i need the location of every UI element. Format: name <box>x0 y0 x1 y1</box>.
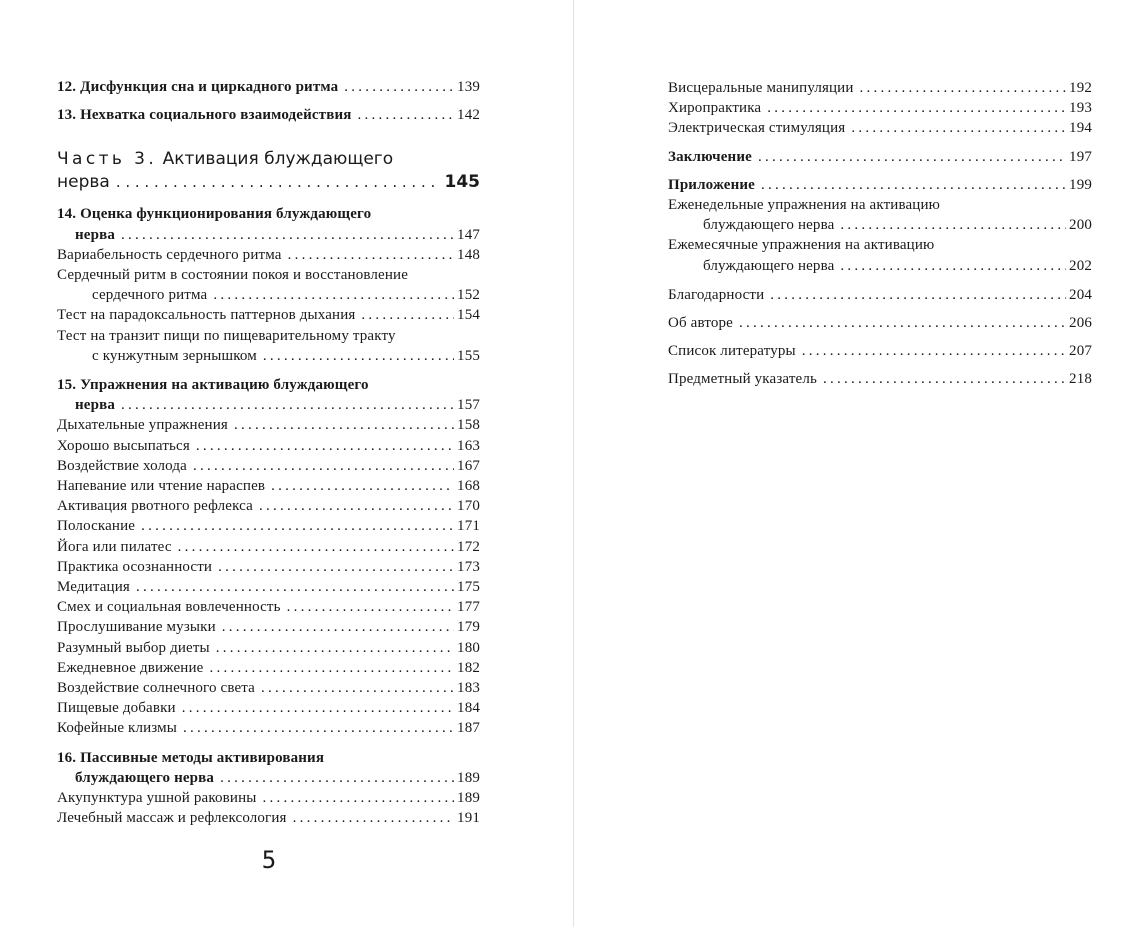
toc-entry[interactable] <box>57 617 480 637</box>
entry-title: Разумный выбор диеты <box>57 639 210 656</box>
entry-page-number: 184 <box>457 700 480 717</box>
entry-title: Практика осознанности <box>57 558 213 575</box>
entry-page-number: 199 <box>1069 176 1092 193</box>
dot-leader <box>182 698 454 718</box>
entry-page-number: 206 <box>1069 315 1092 332</box>
toc-entry[interactable] <box>668 78 1092 98</box>
toc-entry[interactable] <box>57 537 480 557</box>
entry-page-number: 192 <box>1069 80 1092 96</box>
entry-page-number: 200 <box>1069 217 1092 234</box>
toc-entry[interactable] <box>57 245 480 265</box>
entry-title-line2: сердечного ритма <box>92 287 208 304</box>
toc-entry[interactable] <box>57 456 480 476</box>
dot-leader <box>739 313 1066 333</box>
entry-title: Смех и социальная вовлеченность <box>57 599 281 616</box>
entry-title-line1: 15. Упражнения на активацию блуждающего <box>57 377 369 394</box>
entry-page-number: 154 <box>457 307 480 324</box>
entry-title: Активация рвотного рефлекса <box>57 498 253 515</box>
entry-title-line2: блуждающего нерва <box>703 257 835 274</box>
dot-leader <box>234 415 454 435</box>
entry-title: 13. Нехватка социального взаимодействия <box>57 107 352 124</box>
page-folio: 5 <box>261 846 277 874</box>
toc-right <box>668 78 1092 390</box>
entry-page-number: 152 <box>457 287 480 304</box>
entry-page-number: 179 <box>457 619 480 636</box>
entry-page-number: 189 <box>457 769 480 786</box>
toc-entry[interactable] <box>668 98 1092 118</box>
entry-title: Йога или пилатес <box>57 538 172 555</box>
entry-title: Вариабельность сердечного ритма <box>57 246 282 263</box>
entry-title: Лечебный массаж и рефлексология <box>57 810 287 827</box>
toc-entry[interactable] <box>57 496 480 516</box>
dot-leader <box>116 171 439 194</box>
dot-leader <box>261 678 454 698</box>
dot-leader <box>259 496 454 516</box>
toc-entry[interactable] <box>57 577 480 597</box>
dot-leader <box>178 537 454 557</box>
entry-title-line1: Тест на транзит пищи по пищеварительному тракту <box>57 327 396 344</box>
entry-title-line2: блуждающего нерва <box>703 217 835 234</box>
entry-page-number: 139 <box>457 79 480 95</box>
right-page <box>574 0 1148 927</box>
entry-page-number: 170 <box>457 498 480 515</box>
entry-title: Дыхательные упражнения <box>57 417 228 434</box>
dot-leader <box>209 658 454 678</box>
dot-leader <box>758 147 1066 167</box>
toc-entry-chapter-14[interactable] <box>57 204 480 244</box>
entry-page-number: 189 <box>457 790 480 807</box>
entry-page-number: 191 <box>457 810 480 827</box>
dot-leader <box>840 256 1066 276</box>
toc-entry-conclusion[interactable] <box>668 147 1092 167</box>
dot-leader <box>761 175 1066 195</box>
toc-entry[interactable] <box>668 313 1092 333</box>
entry-page-number: 187 <box>457 720 480 737</box>
dot-leader <box>136 577 454 597</box>
entry-title-line2: нерва <box>75 397 115 414</box>
toc-entry[interactable] <box>668 341 1092 361</box>
dot-leader <box>860 78 1067 98</box>
entry-title: Воздействие солнечного света <box>57 680 255 697</box>
entry-page-number: 168 <box>457 478 480 495</box>
entry-title: Хиропрактика <box>668 100 762 117</box>
dot-leader <box>767 98 1066 118</box>
dot-leader <box>293 808 454 828</box>
entry-title-line1: Ежемесячные упражнения на активацию <box>668 237 935 254</box>
entry-page-number: 148 <box>457 246 480 263</box>
dot-leader <box>193 456 454 476</box>
entry-page-number: 142 <box>457 107 480 124</box>
dot-leader <box>121 225 454 245</box>
entry-title: Напевание или чтение нараспев <box>57 478 266 495</box>
toc-left <box>57 77 480 829</box>
entry-page-number: 175 <box>457 579 480 596</box>
dot-leader <box>823 369 1066 389</box>
entry-title: Список литературы <box>668 343 796 360</box>
toc-entry[interactable] <box>57 436 480 456</box>
toc-entry-chapter-12[interactable] <box>57 77 480 97</box>
dot-leader <box>216 638 454 658</box>
dot-leader <box>802 341 1066 361</box>
toc-entry[interactable] <box>668 285 1092 305</box>
entry-title: Благодарности <box>668 286 765 303</box>
entry-title: Прослушивание музыки <box>57 619 216 636</box>
entry-page-number: 163 <box>457 437 480 454</box>
toc-entry[interactable] <box>57 658 480 678</box>
dot-leader <box>121 395 454 415</box>
dot-leader <box>361 305 454 325</box>
dot-leader <box>851 118 1066 138</box>
toc-entry[interactable] <box>57 788 480 808</box>
entry-title-line2: с кунжутным зернышком <box>92 347 257 364</box>
toc-entry[interactable] <box>57 516 480 536</box>
entry-page-number: 182 <box>457 659 480 676</box>
dot-leader <box>213 285 454 305</box>
left-page <box>0 0 573 927</box>
entry-title-line1: Еженедельные упражнения на активацию <box>668 197 941 214</box>
toc-entry-appendix[interactable] <box>668 175 1092 195</box>
entry-page-number: 157 <box>457 397 480 414</box>
toc-entry[interactable] <box>668 118 1092 138</box>
dot-leader <box>271 476 454 496</box>
toc-entry[interactable] <box>57 557 480 577</box>
entry-page-number: 155 <box>457 347 480 364</box>
toc-entry[interactable] <box>57 718 480 738</box>
entry-page-number: 171 <box>457 518 480 535</box>
entry-title: Тест на парадоксальность паттернов дыхания <box>57 307 356 324</box>
toc-entry-chapter-13[interactable] <box>57 105 480 125</box>
entry-title: Воздействие холода <box>57 457 187 474</box>
entry-title: Предметный указатель <box>668 371 817 388</box>
entry-title: Электрическая стимуляция <box>668 120 846 137</box>
dot-leader <box>183 718 454 738</box>
entry-title: Ежедневное движение <box>57 659 204 676</box>
entry-title: Заключение <box>668 148 752 165</box>
entry-page-number: 218 <box>1069 371 1092 388</box>
dot-leader <box>220 768 454 788</box>
entry-title: Висцеральные манипуляции <box>668 80 854 96</box>
dot-leader <box>770 285 1066 305</box>
toc-entry[interactable] <box>57 305 480 325</box>
entry-title: Пищевые добавки <box>57 700 176 717</box>
toc-entry[interactable] <box>57 326 480 366</box>
dot-leader <box>222 617 454 637</box>
entry-title: Хорошо высыпаться <box>57 437 190 454</box>
entry-page-number: 197 <box>1069 148 1092 165</box>
part-label: Часть 3. <box>57 149 158 170</box>
toc-part-3[interactable] <box>57 148 480 194</box>
dot-leader <box>196 436 454 456</box>
entry-page-number: 158 <box>457 417 480 434</box>
entry-title-line1: 14. Оценка функционирования блуждающего <box>57 206 372 223</box>
part-page-number: 145 <box>444 172 480 193</box>
toc-entry[interactable] <box>57 597 480 617</box>
toc-entry-chapter-16[interactable] <box>57 748 480 788</box>
dot-leader <box>288 245 454 265</box>
toc-entry-chapter-15[interactable] <box>57 375 480 415</box>
entry-title-line1: Сердечный ритм в состоянии покоя и восстановление <box>57 267 409 284</box>
entry-title-line2: нерва <box>75 226 115 243</box>
entry-page-number: 180 <box>457 639 480 656</box>
dot-leader <box>262 788 454 808</box>
toc-entry[interactable] <box>668 235 1092 275</box>
toc-entry[interactable] <box>57 415 480 435</box>
entry-page-number: 194 <box>1069 120 1092 137</box>
toc-entry[interactable] <box>668 369 1092 389</box>
dot-leader <box>358 105 455 125</box>
entry-title: Приложение <box>668 176 755 193</box>
dot-leader <box>840 215 1066 235</box>
entry-title: Об авторе <box>668 315 733 332</box>
entry-page-number: 172 <box>457 538 480 555</box>
entry-page-number: 202 <box>1069 257 1092 274</box>
toc-entry[interactable] <box>57 698 480 718</box>
entry-page-number: 183 <box>457 680 480 697</box>
toc-entry[interactable] <box>57 808 480 828</box>
toc-entry[interactable] <box>57 678 480 698</box>
dot-leader <box>218 557 454 577</box>
part-title-line1: Активация блуждающего <box>162 149 394 170</box>
toc-entry[interactable] <box>668 195 1092 235</box>
entry-page-number: 204 <box>1069 286 1092 303</box>
entry-title: Кофейные клизмы <box>57 720 178 737</box>
entry-title: 12. Дисфункция сна и циркадного ритма <box>57 79 339 95</box>
entry-title: Акупунктура ушной раковины <box>57 790 257 807</box>
entry-page-number: 193 <box>1069 100 1092 117</box>
toc-entry[interactable] <box>57 476 480 496</box>
dot-leader <box>344 77 454 97</box>
entry-title: Полоскание <box>57 518 136 535</box>
entry-page-number: 207 <box>1069 343 1092 360</box>
entry-page-number: 167 <box>457 457 480 474</box>
toc-entry[interactable] <box>57 265 480 305</box>
entry-title-line2: блуждающего нерва <box>75 769 215 786</box>
entry-title: Медитация <box>57 579 130 596</box>
entry-page-number: 147 <box>457 226 480 243</box>
entry-page-number: 173 <box>457 558 480 575</box>
dot-leader <box>287 597 454 617</box>
dot-leader <box>263 346 454 366</box>
entry-page-number: 177 <box>457 599 480 616</box>
entry-title-line1: 16. Пассивные методы активирования <box>57 749 325 766</box>
dot-leader <box>141 516 454 536</box>
toc-entry[interactable] <box>57 638 480 658</box>
part-title-line2: нерва <box>57 172 110 193</box>
